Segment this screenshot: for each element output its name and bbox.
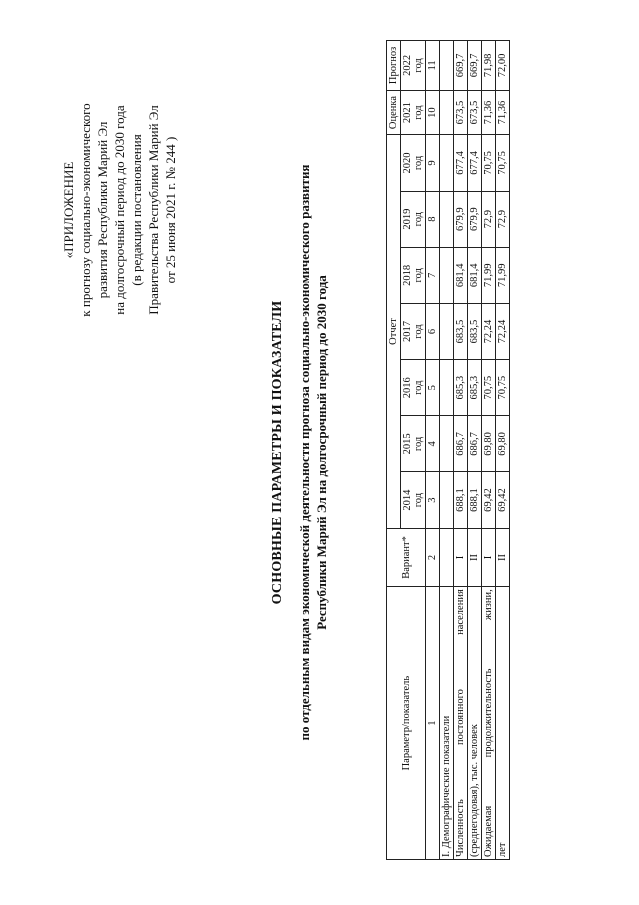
value-cell: 686,7 (468, 416, 482, 472)
column-number: 11 (426, 41, 440, 91)
appendix-note (60, 40, 179, 380)
column-number: 4 (426, 416, 440, 472)
header-row (387, 41, 401, 860)
value-cell: 669,7 (454, 41, 468, 91)
value-cell: 686,7 (454, 416, 468, 472)
value-cell: 72,24 (496, 303, 510, 359)
value-cell: 669,7 (468, 41, 482, 91)
value-cell: 681,4 (454, 247, 468, 303)
variant-cell: I (454, 528, 468, 587)
value-cell: 679,9 (468, 191, 482, 247)
value-cell: 679,9 (454, 191, 468, 247)
value-cell: 70,75 (482, 360, 496, 416)
row-name-line2: лет (496, 587, 510, 860)
table-row (454, 41, 468, 860)
subtitle-line: Республики Марий Эл на долгосрочный период до 2030 года (314, 275, 329, 630)
header-year: 2016 год (401, 360, 426, 416)
column-number: 7 (426, 247, 440, 303)
value-cell: 683,5 (454, 303, 468, 359)
value-cell: 69,42 (482, 472, 496, 528)
header-forecast: Прогноз (387, 41, 401, 91)
value-cell: 681,4 (468, 247, 482, 303)
column-number: 9 (426, 135, 440, 191)
table-row (468, 41, 482, 860)
value-cell: 69,80 (496, 416, 510, 472)
appendix-line: «ПРИЛОЖЕНИЕ (61, 161, 76, 259)
value-cell: 71,98 (482, 41, 496, 91)
value-cell: 688,1 (468, 472, 482, 528)
header-year: 2017 год (401, 303, 426, 359)
appendix-line: к прогнозу социально-экономического (78, 103, 93, 317)
header-estimate: Оценка (387, 90, 401, 135)
value-cell: 69,42 (496, 472, 510, 528)
header-year: 2015 год (401, 416, 426, 472)
row-name-line2: (среднегодовая), тыс. человек (468, 587, 482, 860)
value-cell: 677,4 (468, 135, 482, 191)
document-title: ОСНОВНЫЕ ПАРАМЕТРЫ И ПОКАЗАТЕЛИ (270, 300, 285, 605)
value-cell: 685,3 (454, 360, 468, 416)
value-cell: 71,99 (496, 247, 510, 303)
appendix-line: (в редакции постановления (129, 134, 144, 286)
header-year: 2020 год (401, 135, 426, 191)
value-cell: 685,3 (468, 360, 482, 416)
table-row (482, 41, 496, 860)
column-number: 5 (426, 360, 440, 416)
value-cell: 72,00 (496, 41, 510, 91)
appendix-line: развития Республики Марий Эл (95, 121, 110, 299)
value-cell: 70,75 (496, 360, 510, 416)
column-number: 1 (426, 587, 440, 860)
value-cell: 72,9 (496, 191, 510, 247)
header-year: 2019 год (401, 191, 426, 247)
value-cell: 72,24 (482, 303, 496, 359)
subtitle-line: по отдельным видам экономической деятельности прогноза социально-экономического развития (297, 164, 312, 741)
row-name-line1: Численность постоянного населения (454, 587, 468, 860)
value-cell: 673,5 (468, 90, 482, 135)
column-number: 8 (426, 191, 440, 247)
header-year: 2014 год (401, 472, 426, 528)
header-estimate-year: 2021 год (401, 90, 426, 135)
value-cell: 72,9 (482, 191, 496, 247)
header-report: Отчет (387, 135, 401, 528)
value-cell: 71,36 (496, 90, 510, 135)
row-name-line1: Ожидаемая продолжительность жизни, (482, 587, 496, 860)
table-row (496, 41, 510, 860)
column-number: 2 (426, 528, 440, 587)
value-cell: 673,5 (454, 90, 468, 135)
header-variant: Вариант* (387, 528, 426, 587)
variant-cell: I (482, 528, 496, 587)
appendix-line: на долгосрочный период до 2030 года (112, 105, 127, 315)
parameters-table (386, 40, 510, 860)
value-cell: 677,4 (454, 135, 468, 191)
column-numbers-row (426, 41, 440, 860)
appendix-line: Правительства Республики Марий Эл (146, 105, 161, 315)
value-cell: 71,99 (482, 247, 496, 303)
document-subtitle (296, 0, 330, 905)
value-cell: 71,36 (482, 90, 496, 135)
section-title: I. Демографические показатели (440, 587, 454, 860)
value-cell: 70,75 (496, 135, 510, 191)
header-forecast-year: 2022 год (401, 41, 426, 91)
variant-cell: II (496, 528, 510, 587)
header-year: 2018 год (401, 247, 426, 303)
appendix-line: от 25 июня 2021 г. № 244 ) (163, 136, 178, 284)
column-number: 10 (426, 90, 440, 135)
variant-cell: II (468, 528, 482, 587)
value-cell: 70,75 (482, 135, 496, 191)
column-number: 3 (426, 472, 440, 528)
value-cell: 69,80 (482, 416, 496, 472)
column-number: 6 (426, 303, 440, 359)
section-row (440, 41, 454, 860)
value-cell: 683,5 (468, 303, 482, 359)
value-cell: 688,1 (454, 472, 468, 528)
header-param: Параметр/показатель (387, 587, 426, 860)
